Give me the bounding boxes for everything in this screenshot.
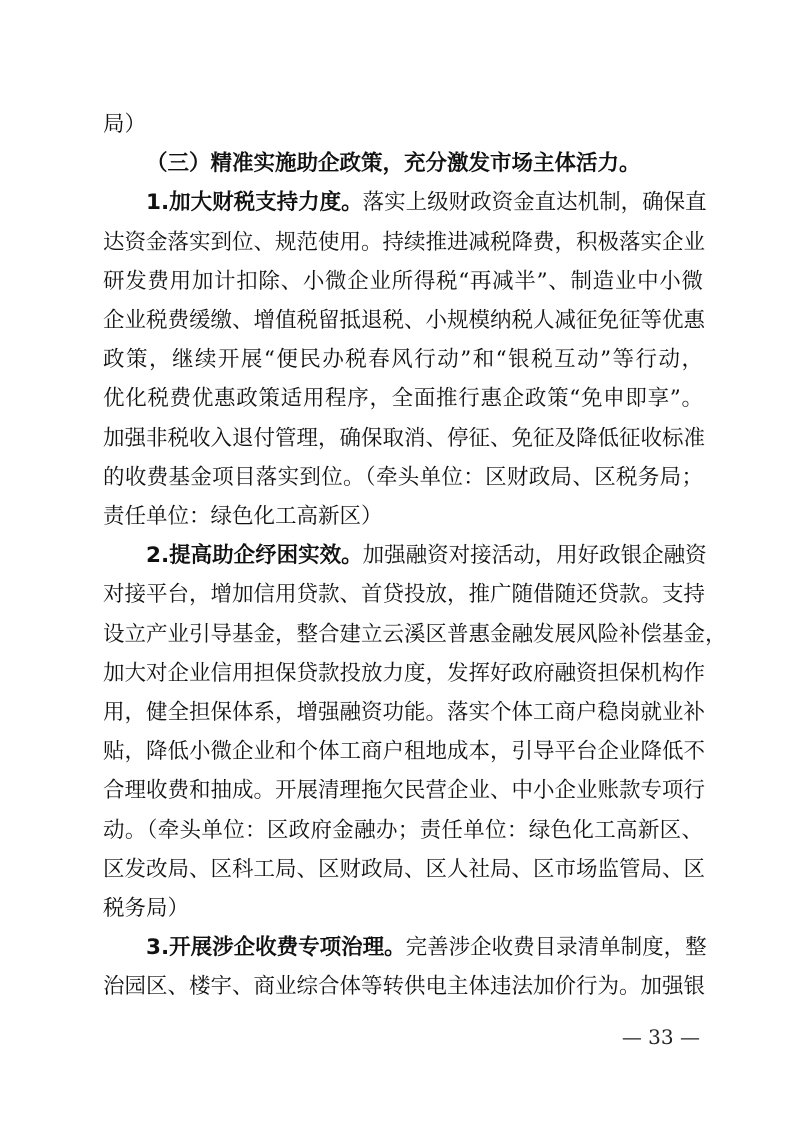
- line-text: 贴，降低小微企业和个体工商户租地成本，引导平台企业降低不: [103, 739, 706, 765]
- line-text: 的收费基金项目落实到位。（牵头单位：区财政局、区税务局；: [103, 464, 703, 490]
- section-heading: （三）精准实施助企政策，充分激发市场主体活力。: [146, 151, 641, 177]
- paragraph-line: [103, 776, 706, 806]
- item-title: 3.开展涉企收费专项治理。: [146, 935, 406, 961]
- line-text: 达资金落实到位、规范使用。持续推进减税降费，积极落实企业: [103, 229, 706, 255]
- line-text: 动。（牵头单位：区政府金融办；责任单位：绿色化工高新区、: [103, 817, 703, 843]
- paragraph-line: [103, 737, 706, 767]
- line-text: 企业税费缓缴、增值税留抵退税、小规模纳税人减征免征等优惠: [103, 308, 706, 333]
- paragraph-line: [103, 384, 703, 414]
- line-text: 设立产业引导基金，整合建立云溪区普惠金融发展风险补偿基金，: [103, 621, 727, 647]
- paragraph-first-line: [146, 188, 707, 218]
- line-text: 局）: [103, 112, 147, 137]
- line-text: 用，健全担保体系，增强融资功能。落实个体工商户稳岗就业补: [103, 700, 706, 725]
- paragraph-line: [103, 110, 703, 140]
- paragraph-line: [103, 816, 703, 846]
- paragraph-line: [103, 698, 706, 728]
- line-text: 落实上级财政资金直达机制，确保直: [362, 190, 707, 216]
- item-title: 1.加大财税支持力度。: [146, 190, 363, 216]
- paragraph-line: [103, 228, 706, 258]
- paragraph-line: [103, 659, 706, 689]
- paragraph-line: [103, 855, 706, 885]
- line-text: 研发费用加计扣除、小微企业所得税“再减半”、制造业中小微: [103, 268, 703, 294]
- paragraph-line: [103, 502, 703, 532]
- line-text: 治园区、楼宇、商业综合体等转供电主体违法加价行为。加强银: [103, 974, 706, 1000]
- line-text: 区发改局、区科工局、区财政局、区人社局、区市场监管局、区: [103, 856, 706, 882]
- line-text: 合理收费和抽成。开展清理拖欠民营企业、中小企业账款专项行: [103, 778, 706, 804]
- paragraph-first-line: [146, 933, 707, 963]
- paragraph-first-line: [146, 541, 707, 571]
- line-text: 优化税费优惠政策适用程序，全面推行惠企政策“免申即享”。: [103, 386, 703, 412]
- paragraph-line: [103, 345, 703, 375]
- line-text: 加强非税收入退付管理，确保取消、停征、免征及降低征收标准: [103, 425, 706, 451]
- line-text: 责任单位：绿色化工高新区）: [103, 504, 383, 529]
- paragraph-line: [103, 424, 706, 454]
- paragraph-line: [103, 580, 706, 610]
- line-text: 完善涉企收费目录清单制度，整: [405, 935, 707, 961]
- paragraph-line: [103, 620, 727, 650]
- paragraph-line: [103, 894, 703, 924]
- paragraph-line: [103, 306, 706, 336]
- line-text: 税务局）: [103, 896, 190, 921]
- paragraph-line: [103, 972, 706, 1002]
- paragraph-line: [103, 267, 703, 297]
- item-title: 2.提高助企纾困实效。: [146, 543, 363, 569]
- line-text: 对接平台，增加信用贷款、首贷投放，推广随借随还贷款。支持: [103, 582, 706, 608]
- line-text: 加强融资对接活动，用好政银企融资: [362, 543, 707, 569]
- line-text: 政策，继续开展“便民办税春风行动”和“银税互动”等行动，: [103, 347, 703, 373]
- paragraph-line: [103, 463, 703, 493]
- line-text: 加大对企业信用担保贷款投放力度，发挥好政府融资担保机构作: [103, 660, 706, 686]
- page-number: — 33 —: [621, 1025, 700, 1049]
